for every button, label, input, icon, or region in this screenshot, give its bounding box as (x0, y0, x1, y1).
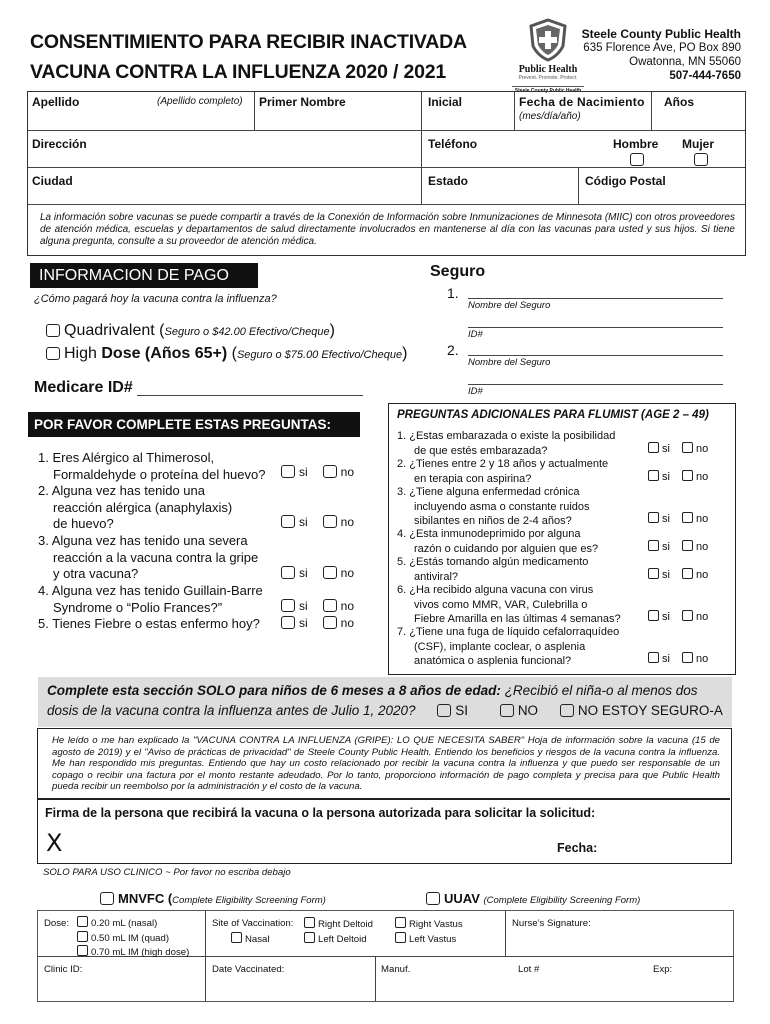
checkbox-hombre[interactable] (630, 153, 644, 166)
site-nasal-checkbox[interactable] (231, 932, 242, 943)
q4-si-checkbox[interactable] (281, 599, 295, 612)
flumist-box: PREGUNTAS ADICIONALES PARA FLUMIST (AGE 2 – 49) 1. ¿Estas embarazada o existe la posibilidad de que estés embarazada? 2. ¿Tienes entre 2 y 18 años y actualmente en terapia con aspirina? 3. ¿Tiene alguna enfermedad crónica incluyendo asma o constante ruidos sibilantes en niños de 2-4 años? 4. ¿Esta inmunodeprimido por alguna razón o cuidando por alguien que es? 5. ¿Estás tomando algún medicamento antiviral? 6. ¿Ha recibido alguna vacuna con virus vivos como MMR, VAR, Culebrilla o Fiebre Amarilla en las últimas 4 semanas? 7. ¿Tiene una fuga de líquido cefalorraquídeo (CSF), implante coclear, o asplenia anatómica o asplenia funcional? si no si no si no si no si no si no si no (388, 403, 736, 675)
medicare-field[interactable] (34, 379, 133, 397)
fm7-si-checkbox[interactable] (648, 652, 659, 663)
agency-phone: 507-444-7650 (669, 70, 741, 82)
q1-text: Eres Alérgico al Thimerosol, (52, 450, 215, 465)
label-hombre: Hombre (613, 137, 659, 151)
field-ciudad[interactable]: Ciudad (32, 174, 73, 188)
payment-question: ¿Cómo pagará hoy la vacuna contra la influenza? (34, 293, 277, 305)
site-left-vastus[interactable]: Left Vastus (395, 932, 456, 945)
patient-info-box (27, 91, 746, 256)
fm1-answers: si no (648, 442, 708, 457)
uuav-option[interactable]: UUAV (Complete Eligibility Screening Form) (426, 891, 640, 906)
payment-heading: INFORMACION DE PAGO (30, 263, 258, 288)
expiration[interactable]: Exp: (653, 964, 673, 975)
q4-answers: si no (281, 599, 354, 613)
q4-no-checkbox[interactable] (323, 599, 337, 612)
site-left-vastus-checkbox[interactable] (395, 932, 406, 943)
insurance-heading: Seguro (430, 263, 486, 280)
fm1-si-checkbox[interactable] (648, 442, 659, 453)
q2-answers: si no (281, 515, 354, 529)
logo-brand: Public Health (518, 64, 578, 75)
clinic-table (37, 910, 734, 1002)
field-anos[interactable]: Años (664, 95, 694, 109)
medicare-label: Medicare ID# (34, 379, 133, 396)
fecha-label[interactable]: Fecha: (557, 841, 598, 855)
fm3-no-checkbox[interactable] (682, 512, 693, 523)
agency-info (582, 27, 741, 83)
fm6-answers: si no (648, 610, 708, 625)
field-direccion[interactable]: Dirección (32, 137, 87, 151)
agency-address-2: Owatonna, MN 55060 (629, 56, 741, 68)
q3-text: Alguna vez has tenido una severa (51, 533, 248, 548)
dose-options: 0.20 mL (nasal) 0.50 mL IM (quad) 0.70 mL IM (high dose) (77, 916, 189, 960)
questions-heading: POR FAVOR COMPLETE ESTAS PREGUNTAS: (28, 412, 360, 437)
quad-note: Seguro o $42.00 Efectivo/Cheque (164, 326, 330, 338)
checkbox-high-dose[interactable] (46, 347, 60, 360)
title-line-2: VACUNA CONTRA LA INFLUENZA 2020 / 2021 (30, 61, 447, 83)
field-inicial[interactable]: Inicial (428, 95, 463, 109)
children-section: Complete esta sección SOLO para niños de 6 meses a 8 años de edad: ¿Recibió el niña-o al menos dos dosis de la vacuna contra la influenza antes de Julio 1, 2020? SI NO NO ESTOY SEGURO-A (38, 677, 732, 727)
insurance-id-label-2: ID# (468, 386, 483, 397)
dose-high-checkbox[interactable] (77, 945, 88, 956)
children-q2: dosis de la vacuna contra la influenza antes de Julio 1, 2020? (47, 703, 416, 718)
insurance-num-2: 2. (447, 342, 459, 358)
insurance-name-label-1: Nombre del Seguro (468, 300, 551, 311)
q3-no-checkbox[interactable] (323, 566, 337, 579)
site-left-deltoid[interactable]: Left Deltoid (304, 932, 367, 945)
insurance-id-label-1: ID# (468, 329, 483, 340)
public-health-logo (512, 18, 584, 94)
fm6-text: ¿Ha recibido alguna vacuna con virus (409, 584, 594, 596)
q3-answers: si no (281, 566, 354, 580)
fm7-no-checkbox[interactable] (682, 652, 693, 663)
children-si-checkbox[interactable] (437, 704, 451, 717)
manufacturer[interactable]: Manuf. (381, 964, 411, 975)
q2-si-checkbox[interactable] (281, 515, 295, 528)
fm2-no-checkbox[interactable] (682, 470, 693, 481)
children-q1: ¿Recibió el niña-o al menos dos (504, 683, 698, 698)
fm4-text: ¿Esta inmunodeprimido por alguna (409, 528, 581, 540)
fm3-text: ¿Tiene alguna enfermedad crónica (409, 486, 580, 498)
site-nasal[interactable]: Nasal (231, 932, 270, 945)
q5-text: Tienes Fiebre o estas enfermo hoy? (52, 616, 260, 631)
option-quadrivalent[interactable]: Quadrivalent (Seguro o $42.00 Efectivo/Cheque) (46, 322, 335, 340)
fm5-text: ¿Estás tomando algún medicamento (409, 556, 589, 568)
fm7-answers: si no (648, 652, 708, 667)
flumist-heading: PREGUNTAS ADICIONALES PARA FLUMIST (AGE 2 – 49) (397, 409, 709, 421)
logo-tagline: Prevent. Promote. Protect. (518, 75, 578, 81)
fm7-text: ¿Tiene una fuga de líquido cefalorraquídeo (409, 626, 620, 638)
dose-label: Dose: (44, 918, 70, 929)
field-telefono[interactable]: Teléfono (428, 137, 478, 151)
consent-box (37, 728, 732, 864)
site-right-vastus[interactable]: Right Vastus (395, 917, 463, 930)
q4-text: Alguna vez has tenido Guillain-Barre (51, 583, 263, 598)
apellido-note: (Apellido completo) (157, 96, 243, 107)
field-codigo-postal[interactable]: Código Postal (585, 174, 666, 188)
mnvfc-checkbox[interactable] (100, 892, 114, 905)
checkbox-quadrivalent[interactable] (46, 324, 60, 337)
field-primer-nombre[interactable]: Primer Nombre (259, 95, 346, 109)
insurance-num-1: 1. (447, 285, 459, 301)
checkbox-mujer[interactable] (694, 153, 708, 166)
high-label-a: High (64, 345, 97, 362)
uuav-checkbox[interactable] (426, 892, 440, 905)
agency-name: Steele County Public Health (581, 27, 741, 41)
title-line-1: CONSENTIMIENTO PARA RECIBIR INACTIVADA (30, 31, 467, 53)
fecha-format: (mes/día/año) (519, 111, 581, 122)
fm5-answers: si no (648, 568, 708, 583)
mnvfc-option[interactable]: MNVFC (Complete Eligibility Screening Form) (100, 891, 326, 906)
shield-icon (528, 18, 568, 62)
children-bold: Complete esta sección SOLO para niños de 6 meses a 8 años de edad: (47, 683, 501, 698)
fm1-text: ¿Estas embarazada o existe la posibilidad (409, 430, 616, 442)
fm4-answers: si no (648, 540, 708, 555)
site-right-deltoid-checkbox[interactable] (304, 917, 315, 928)
fm3-si-checkbox[interactable] (648, 512, 659, 523)
q5-no-checkbox[interactable] (323, 616, 337, 629)
dose-nasal-checkbox[interactable] (77, 916, 88, 927)
site-left-deltoid-checkbox[interactable] (304, 932, 315, 943)
field-estado[interactable]: Estado (428, 174, 469, 188)
field-apellido[interactable]: Apellido (32, 95, 80, 109)
high-note: Seguro o $75.00 Efectivo/Cheque (236, 349, 403, 361)
option-high-dose[interactable]: High Dose (Años 65+) (Seguro o $75.00 Efectivo/Cheque) (46, 345, 407, 363)
children-no-checkbox[interactable] (500, 704, 514, 717)
fm4-si-checkbox[interactable] (648, 540, 659, 551)
clinic-note: SOLO PARA USO CLINICO ~ Por favor no escriba debajo (43, 867, 291, 878)
fm6-si-checkbox[interactable] (648, 610, 659, 621)
fm2-si-checkbox[interactable] (648, 470, 659, 481)
q1-no-checkbox[interactable] (323, 465, 337, 478)
q2-no-checkbox[interactable] (323, 515, 337, 528)
fm5-no-checkbox[interactable] (682, 568, 693, 579)
fm5-si-checkbox[interactable] (648, 568, 659, 579)
children-unsure-checkbox[interactable] (560, 704, 574, 717)
q5-si-checkbox[interactable] (281, 616, 295, 629)
signature-label: Firma de la persona que recibirá la vacuna o la persona autorizada para solicitar la solicitud: (45, 806, 596, 820)
dose-quad-checkbox[interactable] (77, 931, 88, 942)
q5-answers: si no (281, 616, 354, 630)
lot-number[interactable]: Lot # (518, 964, 540, 975)
fm2-answers: si no (648, 470, 708, 485)
fm6-no-checkbox[interactable] (682, 610, 693, 621)
consent-text: He leído o me han explicado la "VACUNA CONTRA LA INFLUENZA (GRIPE): LO QUE NECESITA SABER" Hoja de información sobre la vacuna (15 de agosto de 2019) y el "Aviso de prácticas de privacidad" de Steele County Public Health. Entiendo los beneficios y riesgos de la vacuna contra la influenza. Me han respondido mis preguntas. Entiendo que hay un costo relacionado por recibir la vacuna contra la influenza y que puedo ser responsable de un copago o recibir una factura por el monto restante adeudado. Por lo tanto, proporciono información de pago completa y precisa para que Public Health pueda recibir un reembolso por la administración y el costo de la vacuna. (52, 735, 720, 793)
agency-address-1: 635 Florence Ave, PO Box 890 (583, 42, 741, 54)
q1-answers: si no (281, 465, 354, 479)
signature-x[interactable]: X (46, 829, 63, 857)
q2-text: Alguna vez has tenido una (51, 483, 205, 498)
fm2-text: ¿Tienes entre 2 y 18 años y actualmente (409, 458, 609, 470)
q1-si-checkbox[interactable] (281, 465, 295, 478)
high-label-b: Dose (Años 65+) (101, 345, 228, 362)
nurse-signature[interactable]: Nurse’s Signature: (512, 918, 591, 929)
site-label: Site of Vaccination: (212, 918, 294, 929)
site-right-deltoid[interactable]: Right Deltoid (304, 917, 373, 930)
logo-sub: Steele County Public Health (512, 86, 584, 94)
q3-si-checkbox[interactable] (281, 566, 295, 579)
fm3-answers: si no (648, 512, 708, 527)
date-vaccinated[interactable]: Date Vaccinated: (212, 964, 285, 975)
miic-note: La información sobre vacunas se puede compartir a través de la Conexión de Información sobre Inmunizaciones de Minnesota (MIIC) con otros proveedores de atención médica, escuelas y departamentos de salud directamente involucrados en mantenerse al día con las vacunas para usted y sus hijos. Si tiene alguna pregunta, consulte a su proveedor de atención médica. (40, 212, 735, 247)
medicare-line (137, 395, 363, 396)
quad-label: Quadrivalent (64, 322, 155, 339)
form-title (30, 27, 467, 87)
fm1-no-checkbox[interactable] (682, 442, 693, 453)
fm4-no-checkbox[interactable] (682, 540, 693, 551)
field-fecha-nacimiento[interactable]: Fecha de Nacimiento (519, 95, 645, 109)
insurance-name-label-2: Nombre del Seguro (468, 357, 551, 368)
label-mujer: Mujer (682, 137, 715, 151)
clinic-id[interactable]: Clinic ID: (44, 964, 83, 975)
site-right-vastus-checkbox[interactable] (395, 917, 406, 928)
